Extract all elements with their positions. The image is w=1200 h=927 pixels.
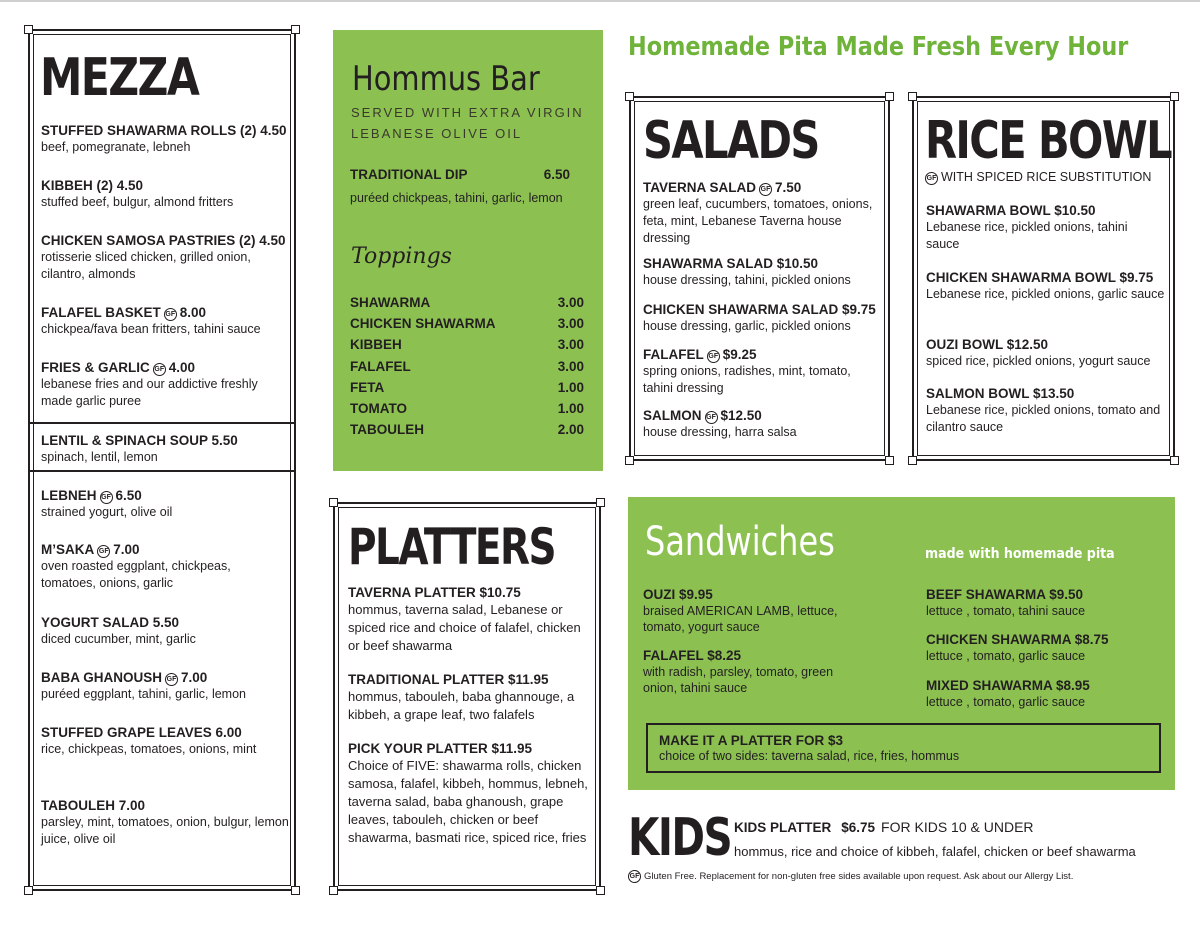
gluten-free-icon: GF (925, 172, 938, 185)
menu-item: SALMON GF $12.50 house dressing, harra salsa (643, 408, 797, 439)
toppings-title: Toppings (351, 244, 452, 269)
topping-price: 3.00 (557, 316, 584, 331)
topping-name: SHAWARMA (350, 295, 431, 310)
topping-name: FETA (350, 380, 385, 395)
menu-item: BABA GHANOUSH GF 7.00 puréed eggplant, tahini, garlic, lemon (41, 670, 246, 701)
platters-title: PLATTERS (348, 518, 555, 576)
topping-price: 1.00 (557, 380, 584, 395)
rice-bowl-subtitle: GF WITH SPICED RICE SUBSTITUTION (926, 170, 1152, 184)
topping-name: TOMATO (350, 401, 407, 416)
kids-title: KIDS (628, 808, 732, 868)
menu-item: STUFFED GRAPE LEAVES 6.00 rice, chickpeas, tomatoes, onions, mint (41, 725, 257, 756)
gluten-free-note: GF Gluten Free. Replacement for non-gluten free sides available upon request. Ask about our Allergy List. (629, 871, 1074, 882)
dip-desc: puréed chickpeas, tahini, garlic, lemon (350, 191, 563, 205)
kids-platter: KIDS PLATTER $6.75 FOR KIDS 10 & UNDER (734, 819, 1034, 835)
topping-name: TABOULEH (350, 422, 424, 437)
menu-item: CHICKEN SHAWARMA SALAD $9.75 house dressing, garlic, pickled onions (643, 302, 876, 333)
menu-item: FALAFEL $8.25 with radish, parsley, tomato, green onion, tahini sauce (643, 648, 834, 695)
menu-item: TAVERNA PLATTER $10.75 hommus, taverna salad, Lebanese or spiced rice and choice of falafel, chicken or beef shawarma (348, 585, 581, 653)
topping-name: KIBBEH (350, 337, 402, 352)
top-rule (0, 0, 1200, 2)
menu-item: CHICKEN SHAWARMA BOWL $9.75 Lebanese rice, pickled onions, garlic sauce (926, 270, 1165, 301)
sandwiches-subtitle: made with homemade pita (925, 546, 1115, 562)
menu-item: SHAWARMA BOWL $10.50 Lebanese rice, pickled onions, tahini sauce (926, 203, 1128, 251)
menu-item: PICK YOUR PLATTER $11.95 Choice of FIVE: shawarma rolls, chicken samosa, falafel, kibbeh, hommus, lebneh, taverna salad, baba ghanoush, grape leaves, tabouleh, chicken or beef shawarma, basmati rice, spiced rice, fries (348, 741, 588, 845)
topping-price: 1.00 (557, 401, 584, 416)
sandwiches-title: Sandwiches (645, 519, 835, 565)
menu-item: SHAWARMA SALAD $10.50 house dressing, tahini, pickled onions (643, 256, 851, 287)
gluten-free-icon: GF (165, 673, 178, 686)
hommus-subtitle: SERVED WITH EXTRA VIRGIN (351, 105, 584, 120)
topping-price: 2.00 (557, 422, 584, 437)
kids-desc: hommus, rice and choice of kibbeh, falafel, chicken or beef shawarma (734, 844, 1136, 859)
salads-title: SALADS (643, 111, 819, 171)
tagline: Homemade Pita Made Fresh Every Hour (628, 32, 1129, 62)
menu-item: YOGURT SALAD 5.50 diced cucumber, mint, garlic (41, 615, 196, 646)
divider (30, 470, 294, 472)
hommus-subtitle: LEBANESE OLIVE OIL (351, 126, 523, 141)
topping-price: 3.00 (557, 295, 584, 310)
mezza-title: MEZZA (40, 48, 199, 108)
menu-item: BEEF SHAWARMA $9.50 lettuce , tomato, tahini sauce (926, 587, 1086, 618)
gluten-free-icon: GF (153, 363, 166, 376)
gluten-free-icon: GF (100, 491, 113, 504)
gluten-free-icon: GF (759, 183, 772, 196)
menu-item: FALAFEL GF $9.25 spring onions, radishes, mint, tomato, tahini dressing (643, 347, 851, 395)
rice-bowl-title: RICE BOWL (925, 111, 1172, 171)
gluten-free-icon: GF (164, 308, 177, 321)
menu-item: SALMON BOWL $13.50 Lebanese rice, pickled onions, tomato and cilantro sauce (926, 386, 1161, 434)
menu-item: LENTIL & SPINACH SOUP 5.50 spinach, lentil, lemon (41, 433, 238, 464)
menu-item: FRIES & GARLIC GF 4.00 lebanese fries and our addictive freshly made garlic puree (41, 360, 258, 408)
topping-name: FALAFEL (350, 359, 411, 374)
menu-item: OUZI BOWL $12.50 spiced rice, pickled onions, yogurt sauce (926, 337, 1151, 368)
topping-price: 3.00 (557, 337, 584, 352)
menu-item: OUZI $9.95 braised AMERICAN LAMB, lettuce, tomato, yogurt sauce (643, 587, 838, 634)
menu-item: CHICKEN SAMOSA PASTRIES (2) 4.50 rotisserie sliced chicken, grilled onion, cilantro, almonds (41, 233, 286, 281)
menu-item: CHICKEN SHAWARMA $8.75 lettuce , tomato, garlic sauce (926, 632, 1109, 663)
dip-name: TRADITIONAL DIP (350, 167, 468, 182)
menu-item: TRADITIONAL PLATTER $11.95 hommus, tabouleh, baba ghannouge, a kibbeh, a grape leaf, two falafels (348, 672, 575, 722)
menu-item: MAKE IT A PLATTER FOR $3 choice of two sides: taverna salad, rice, fries, hommus (659, 733, 960, 763)
gluten-free-icon: GF (628, 870, 641, 883)
menu-item: MIXED SHAWARMA $8.95 lettuce , tomato, garlic sauce (926, 678, 1090, 709)
menu-item: TABOULEH 7.00 parsley, mint, tomatoes, onion, bulgur, lemon juice, olive oil (41, 798, 289, 846)
menu-item: KIBBEH (2) 4.50 stuffed beef, bulgur, almond fritters (41, 178, 234, 209)
topping-name: CHICKEN SHAWARMA (350, 316, 496, 331)
menu-item: LEBNEH GF 6.50 strained yogurt, olive oil (41, 488, 173, 519)
menu-item: TAVERNA SALAD GF 7.50 green leaf, cucumbers, tomatoes, onions, feta, mint, Lebanese Taverna house dressing (643, 180, 873, 245)
menu-item: FALAFEL BASKET GF 8.00 chickpea/fava bean fritters, tahini sauce (41, 305, 261, 336)
topping-price: 3.00 (557, 359, 584, 374)
gluten-free-icon: GF (97, 545, 110, 558)
dip-price: 6.50 (543, 167, 570, 182)
menu-item: STUFFED SHAWARMA ROLLS (2) 4.50 beef, pomegranate, lebneh (41, 123, 287, 154)
menu-item: M’SAKA GF 7.00 oven roasted eggplant, chickpeas, tomatoes, onions, garlic (41, 542, 231, 590)
hommus-bar-title: Hommus Bar (352, 59, 540, 99)
divider (30, 422, 294, 424)
gluten-free-icon: GF (705, 411, 718, 424)
gluten-free-icon: GF (707, 350, 720, 363)
